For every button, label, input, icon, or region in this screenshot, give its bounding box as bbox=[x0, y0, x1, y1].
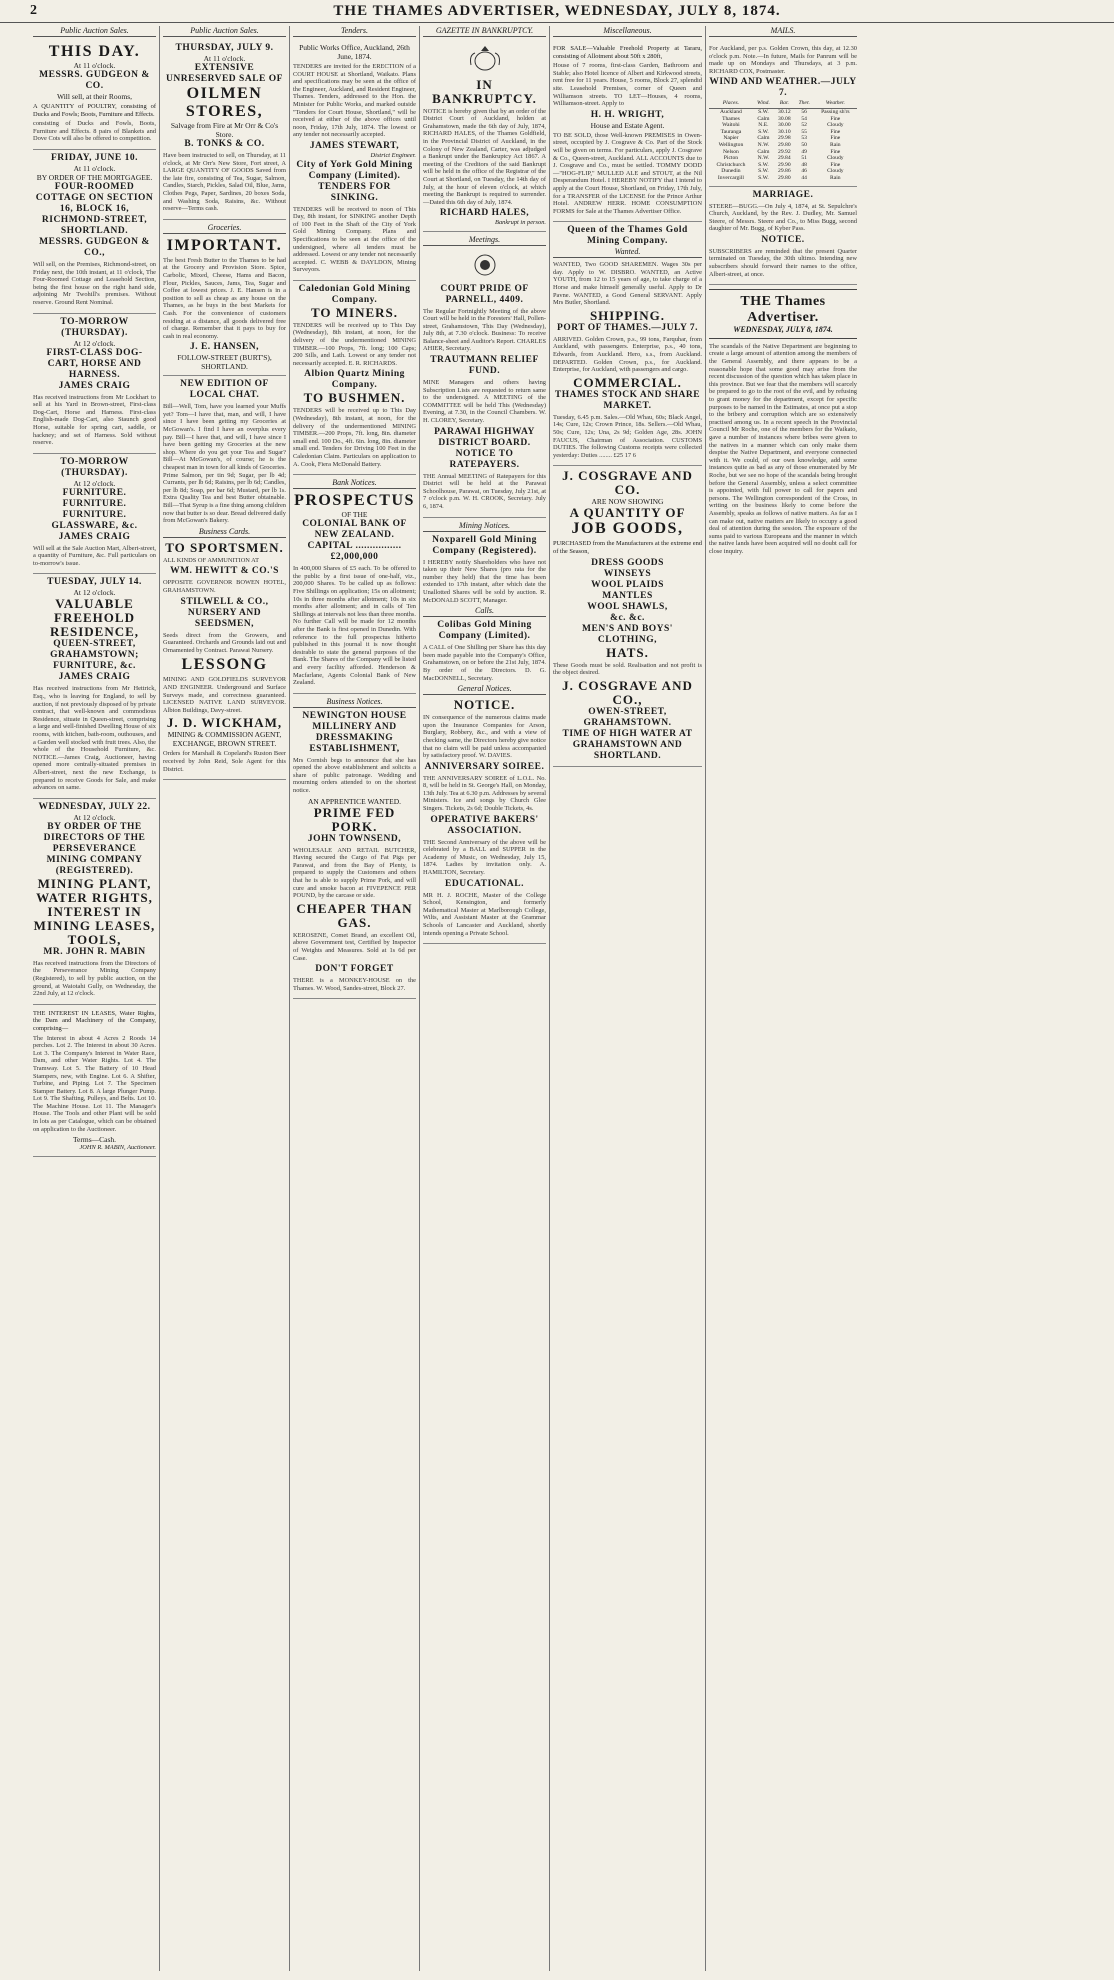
ad-title: FIRST-CLASS DOG-CART, HORSE AND HARNESS. bbox=[46, 347, 143, 380]
weather-cell: Nelson bbox=[723, 148, 739, 155]
ad-body: PURCHASED from the Manufacturers at the extreme end of the Season, bbox=[553, 540, 702, 555]
weather-cell: S.W. bbox=[758, 128, 769, 135]
editorial-body: The scandals of the Native Department are beginning to create a large amount of attention among the members of the General Assembly, and there appears to be a reasonable hope that some good may arise from the recent discussion of the question which has taken place in this province. But we fear that the members will scarcely be prepared to go to the root of the evil, and by refusing to grant money for the department, except for specific purposes to be named in the Estimates, at once put a stop to the bribery and corruption which are so extensively practised among us. In a recent speech in the Provincial Council Mr Roche, one of the members for the Waikato, gave a number of instances where bribes were given to the natives in a manner which can only make them despise the Native Department, and everyone connected with it. We could, of our own knowledge, add some instances quite as bad as any of those enumerated by Mr Roche, but we see no hope of the scandals being brought before the General Assembly, unless a select committee is appointed, with full power to call for papers and persons. The Wellington correspondent of the Cross, in writing on the business likely to come before the Assembly, speaks as follows of native matters. As far as I can make out, native matters are likely to occupy a good deal of attention during the session. The exposure of the sums paid to various Europeans and the manner in which the native lands have been acquired will no doubt call for close inquiry. bbox=[709, 342, 857, 555]
ad-heading: NOTICE. bbox=[453, 697, 516, 713]
ad-heading: TO SPORTSMEN. bbox=[165, 539, 284, 555]
weather-row bbox=[709, 168, 857, 175]
merchant-name: LESSONG bbox=[181, 656, 268, 674]
ad-heading: PRIME FED PORK. bbox=[313, 804, 396, 834]
ad-this-day: THIS DAY. At 11 o'clock. MESSRS. GUDGEON & CO. Will sell, at their Rooms, A QUANTITY of POULTRY, consisting of Ducks and Fowls; Boots, Furniture and Effects. consisting of Ducks and Fowls, Boots, Furniture and Effects. 8 pairs of Blankets and Dove Cots will also be offered to competition. bbox=[33, 40, 156, 150]
weather-cell: 30.00 bbox=[778, 122, 791, 129]
weather-cell: 29.98 bbox=[778, 135, 791, 142]
ad-interest-leases: THE INTEREST IN LEASES, Water Rights, the Dam and Machinery of the Company, comprising— The Interest in about 4 Acres 2 Roods 14 perches. Lot 2. The Interest in about 30 Acres. Lot 3. The Company's Interest in Water Race, Dam, and other Water Rights. Lot 4. The Tramway. Lot 5. The Battery of 10 Head Stampers, new, with Engine. Lot 6. A Shifter, Turbine, and Piping. Lot 7. The Specimen Stamper Battery. Lot 8. A large Plunger Pump. Lot 9. The Shafting, Pulleys, and Belts. Lot 10. The Machine House. Lot 11. The Manager's House. The Tools and other Plant will be sold in lots as per Catalogue, which can be obtained on application to the Auctioneer. Terms—Cash. JOHN R. MABIN, Auctioneer. bbox=[33, 1005, 156, 1157]
goods-item: MANTLES bbox=[602, 590, 653, 601]
ad-heading: TO-MORROW (THURSDAY). bbox=[60, 456, 129, 478]
signature: JOHN R. MABIN, Auctioneer. bbox=[79, 1144, 156, 1152]
page-title: THE THAMES ADVERTISER, WEDNESDAY, JULY 8, 1874. bbox=[333, 3, 781, 19]
ad-subtitle: MINING PLANT, WATER RIGHTS, INTEREST IN MINING LEASES, TOOLS, bbox=[33, 875, 156, 947]
weather-cell: Cloudy bbox=[827, 168, 844, 175]
goods-item: HATS. bbox=[606, 644, 649, 660]
auctioneer-name: JAMES CRAIG bbox=[58, 672, 131, 683]
agent-name: H. H. WRIGHT, bbox=[590, 109, 665, 120]
column-4 bbox=[420, 26, 550, 1971]
column-header: Miscellaneous. bbox=[553, 26, 702, 37]
company-name: Colibas Gold Mining Company (Limited). bbox=[437, 620, 532, 642]
merchant-name: J. D. WICKHAM, bbox=[166, 715, 283, 731]
newspaper-title: THE Thames Advertiser. bbox=[740, 294, 826, 326]
signature: RICHARD HALES, bbox=[439, 208, 530, 219]
section-header: Business Notices. bbox=[293, 697, 416, 708]
section-header: Calls. bbox=[423, 606, 546, 617]
section-header: COMMERCIAL. bbox=[573, 374, 682, 390]
weather-cell: 44 bbox=[801, 174, 807, 181]
ad-colonial-bank: Bank Notices. PROSPECTUS OF THE COLONIAL BANK OF NEW ZEALAND. CAPITAL ................ £2,000,000 In 400,000 Shares of £5 each. To be offered to the public by a first issue of one-half, viz., 200,000 Shares. To be called up as follows: Five Shillings on application; 15s on allotment; 10s in three months after allotment; 10s in six months after allotment; and in calls of Ten Shillings at intervals not less than three months. No further Call will be made for 12 months after the Bank is first opened in Dunedin. With reference to the full prospectus hitherto published in this journal it is now thought desirable to state the general purposes of the Bank. The Shares of the Company will be listed and every facility afforded. Henderson & Macfarlane, Agents Colonial Bank of New Zealand. bbox=[293, 475, 416, 694]
ad-meetings: Meetings. COURT PRIDE OF PARNELL, 4409. The Regular Fortnightly Meeting of the above Court will be held in the Foresters' Hall, Pollen-street, Grahamstown, This Day (Wednesday), July 8th, at 7.30 o'clock. Business: To receive Balance-sheet and Auditor's Report. CHARLES AHIER, Secretary. TRAUTMANN RELIEF FUND. MINE Managers and others having Subscription Lists are requested to return same to the undersigned. A MEETING of the COMMITTEE will be held This (Wednesday) Evening, at 7.30, in the Council Chambers. W. H. CLOREY, Secretary. PARAWAI HIGHWAY DISTRICT BOARD. NOTICE TO RATEPAYERS. THE Annual MEETING of Ratepayers for this District will be held at the Parawai Schoolhouse, Parawai, on Tuesday, July 21st, at 7 o'clock p.m. W. H. CROOK, Secretary. July 6, 1874. bbox=[423, 232, 546, 518]
weather-cell: Cloudy bbox=[827, 155, 844, 162]
merchant-name: WM. HEWITT & CO.'S bbox=[170, 566, 279, 577]
weather-cell: 56 bbox=[801, 108, 807, 115]
ad-title: VALUABLE FREEHOLD RESIDENCE, bbox=[49, 596, 140, 640]
ad-heading: THIS DAY. bbox=[48, 43, 141, 60]
weather-cell: Invercargill bbox=[717, 174, 744, 181]
column-header: Wind. bbox=[753, 99, 774, 108]
weather-cell: Fine bbox=[830, 135, 841, 142]
weather-cell: 29.84 bbox=[778, 155, 791, 162]
ad-heading: TRAUTMANN RELIEF FUND. bbox=[430, 355, 539, 377]
weather-cell: Rain bbox=[830, 141, 841, 148]
weather-cell: 29.80 bbox=[778, 141, 791, 148]
weather-cell: Tauranga bbox=[720, 128, 742, 135]
ad-time: At 12 o'clock. bbox=[73, 812, 116, 822]
ad-heading: TO-MORROW (THURSDAY). bbox=[60, 316, 129, 338]
section-header: SHIPPING. bbox=[589, 307, 666, 323]
merchant-name: JOHN TOWNSEND, bbox=[307, 833, 402, 844]
ad-heading: TENDERS FOR SINKING. bbox=[318, 181, 391, 203]
mails-weather: For Auckland, per p.s. Golden Crown, this day, at 12.30 o'clock p.m. Note.—In future, Mails for Panrum will be made up on Mondays and Thursdays, at 3 p.m. RICHARD COX, Postmaster. WIND AND WEATHER.—JULY 7. Places. Wind. Bar. Ther. Weather. Auckland S.W. 30.12 56 Passing sh'rs Thames Calm 30.08 54 Fine Waitohi N.E. 30.00 52 Cloudy Tauranga S.W. 30.10 55 Fine Napier Calm 29.98 53 Fine Wellington N.W. 29.80 50 Rain Nelson Calm 29.92 49 Fine Picton N.W. 29.84 51 Cloudy Christchurch S.W. 29.90 48 Fine Dunedin S.W. 29.86 46 Cloudy Invercargill S.W. 29.80 44 Rain bbox=[709, 40, 857, 187]
auctioneer-name: MESSRS. GUDGEON & CO., bbox=[39, 236, 150, 258]
column-2 bbox=[160, 26, 290, 1971]
weather-cell: 30.12 bbox=[778, 108, 791, 115]
section-header: MARRIAGE. bbox=[752, 189, 814, 200]
signature-title: District Engineer. bbox=[370, 151, 416, 159]
ad-heading: ANNIVERSARY SOIREE. bbox=[424, 761, 545, 772]
column-header: Public Auction Sales. bbox=[163, 26, 286, 37]
goods-item: WOOL PLAIDS bbox=[591, 579, 664, 590]
weather-cell: 46 bbox=[801, 168, 807, 175]
weather-row bbox=[709, 108, 857, 115]
weather-cell: 30.10 bbox=[778, 128, 791, 135]
weather-cell: Fine bbox=[830, 128, 841, 135]
weather-table bbox=[709, 99, 857, 181]
ad-heading: PARAWAI HIGHWAY DISTRICT BOARD. bbox=[434, 426, 535, 448]
ad-time: At 12 o'clock. bbox=[73, 478, 116, 488]
column-header: Bar. bbox=[774, 99, 795, 108]
weather-row bbox=[709, 149, 857, 156]
weather-cell: Napier bbox=[723, 135, 739, 142]
section-header: Wanted. bbox=[553, 247, 702, 258]
weather-cell: Calm bbox=[757, 135, 770, 142]
ad-subheading: NOTICE TO RATEPAYERS. bbox=[449, 448, 520, 470]
merchant-address: FOLLOW-STREET (BURT'S), SHORTLAND. bbox=[177, 353, 272, 372]
masthead bbox=[0, 0, 1114, 23]
ad-heading: TO MINERS. bbox=[310, 304, 399, 320]
column-header: Weather. bbox=[814, 99, 857, 108]
shop-trade: MILLINERY AND DRESSMAKING ESTABLISHMENT, bbox=[309, 721, 400, 754]
ad-heading: AN APPRENTICE WANTED. bbox=[308, 796, 401, 806]
weather-cell: 29.86 bbox=[778, 168, 791, 175]
ad-heading: CHEAPER THAN GAS. bbox=[296, 900, 413, 930]
ad-oilmen-stores: THURSDAY, JULY 9. At 11 o'clock. EXTENSIVE UNRESERVED SALE OF OILMEN STORES, Salvage from Fire at Mr Orr & Co's Store. B. TONKS & CO. Have been instructed to sell, on Thursday, at 11 o'clock, at Mr Orr's New Store, Fort street, A LARGE QUANTITY OF GOODS Saved from the late fire, consisting of Tea, Sugar, Salmon, Candles, Starch, Pickles, Salad Oil, Blue, Jams, Clothes Pegs, Paper, Sardines, 20 boxes Soda, and Washing Soda, Raisins, &c. Without reserve—Terms cash. bbox=[163, 40, 286, 220]
ad-subline: OF THE bbox=[341, 510, 368, 520]
weather-cell: N.W. bbox=[757, 141, 770, 148]
ad-title: NEW EDITION OF LOCAL CHAT. bbox=[180, 379, 269, 401]
emblem-icon bbox=[465, 251, 505, 279]
ad-bankruptcy: IN BANKRUPTCY. NOTICE is hereby given that by an order of the District Court of Auckland, holden at Grahamstown, made the 6th day of July, 1874, RICHARD HALES, of the Thames Goldfield, in the Provincial District of Auckland, in the Colony of New Zealand, Carter, was adjudged a Bankrupt under the Bankruptcy Act 1867. A meeting of the Creditors of the said Bankrupt will be held in the office of the Registrar of the Court at Shortland, on Tuesday, the 14th day of July, at the hour of eleven o'clock, at which meeting the Bankrupt is required to surrender.—Dated this 6th day of July, 1874. RICHARD HALES, Bankrupt in person. bbox=[423, 40, 546, 232]
ad-heading: TUESDAY, JULY 14. bbox=[47, 577, 142, 588]
ad-subtitle: QUEEN-STREET, GRAHAMSTOWN; FURNITURE, &c. bbox=[50, 639, 139, 672]
column-3 bbox=[290, 26, 420, 1971]
ad-mining-notices: Mining Notices. Noxparell Gold Mining Company (Registered). I HEREBY notify Shareholders who have not taken up their New Shares (pro rata for the number they held) that the time has been extended to 17th instant, after which date the Unallotted Shares will be sold by auction. R. McDONALD SCOTT, Manager. Calls. Colibas Gold Mining Company (Limited). A CALL of One Shilling per Share has this day been made payable into the Company's Office, Grahamstown, on or before the 21st July, 1874. By order of the Directors. D. G. MacDONNELL, Secretary. General Notices. NOTICE. IN consequence of the numerous claims made upon the Insurance Companies for Arson, Burglary, Robbery, &c., and with a view of checking same, the Directors hereby give notice that no claim will be paid unless accompanied by satisfactory proof. W. DAVIES. ANNIVERSARY SOIREE. THE ANNIVERSARY SOIREE of L.O.L. No. 8, will be held in St. George's Hall, on Monday, 13th July. Tea at 6.30 p.m. Addresses by several Ministers. Ice and songs by Church Glee Singers. Tickets, 2s 6d; Double Tickets, 4s. OPERATIVE BAKERS' ASSOCIATION. THE Second Anniversary of the above will be celebrated by a BALL and SUPPER in the Academy of Music, on Wednesday, July 15, 1874. Ladies by invitation only. A. HAMILTON, Secretary. EDUCATIONAL. MR H. J. ROCHE, Master of the College School, Kensington, and formerly Mathematical Master at Marlborough College, Wilts, and Assistant Master at the Grammar Schools of Lancaster and Auckland, shortly intends opening a Private School. bbox=[423, 518, 546, 945]
weather-cell: 48 bbox=[801, 161, 807, 168]
ad-title: FURNITURE. FURNITURE. FURNITURE. GLASSWARE, &c. bbox=[51, 487, 138, 531]
weather-cell: Picton bbox=[723, 155, 739, 162]
ad-title: IMPORTANT. bbox=[166, 236, 283, 254]
ad-heading: THURSDAY, JULY 9. bbox=[175, 43, 274, 53]
auctioneer-name: B. TONKS & CO. bbox=[184, 139, 265, 149]
weather-cell: Fine bbox=[830, 115, 841, 122]
column-header: Tenders. bbox=[293, 26, 416, 37]
weather-cell: 54 bbox=[801, 115, 807, 122]
merchant-name: J. COSGRAVE AND CO. bbox=[562, 468, 693, 498]
weather-cell: 29.92 bbox=[778, 148, 791, 155]
weather-row bbox=[709, 162, 857, 169]
ad-heading: WEDNESDAY, JULY 22. bbox=[38, 801, 151, 812]
weather-cell: S.W. bbox=[758, 161, 769, 168]
royal-crest-icon bbox=[465, 45, 505, 73]
weather-row bbox=[709, 142, 857, 149]
ad-heading: PORT OF THAMES.—JULY 7. bbox=[557, 322, 698, 333]
ad-body: FOR SALE—Valuable Freehold Property at Tararu, consisting of Allotment about 50ft x 280ft, bbox=[553, 45, 702, 60]
section-header: NOTICE. bbox=[761, 234, 805, 245]
merchant-name: STILWELL & CO., NURSERY AND SEEDSMEN, bbox=[180, 596, 269, 629]
weather-cell: Christchurch bbox=[716, 161, 746, 168]
weather-cell: N.E. bbox=[758, 122, 769, 129]
weather-cell: 49 bbox=[801, 148, 807, 155]
ad-body: A QUANTITY of POULTRY, consisting of Ducks and Fowls; Boots, Furniture and Effects. bbox=[33, 103, 156, 118]
auctioneer-name: MR. JOHN R. MABIN bbox=[43, 946, 146, 957]
column-6 bbox=[706, 26, 860, 1971]
weather-cell: 29.80 bbox=[778, 174, 791, 181]
ad-heading: DON'T FORGET bbox=[315, 964, 394, 975]
ad-time: At 11 o'clock. bbox=[73, 163, 116, 173]
page-number: 2 bbox=[30, 3, 37, 18]
ad-time: At 11 o'clock. bbox=[203, 54, 246, 63]
signature-title: Bankrupt in person. bbox=[495, 219, 546, 227]
ad-subtitle: Salvage from Fire at Mr Orr & Co's Store. bbox=[170, 121, 279, 139]
weather-row bbox=[709, 129, 857, 136]
weather-heading: WIND AND WEATHER.—JULY 7. bbox=[709, 77, 857, 99]
weather-cell: Fine bbox=[830, 148, 841, 155]
weather-cell: 29.90 bbox=[778, 161, 791, 168]
ad-friday-june: FRIDAY, JUNE 10. At 11 o'clock. BY ORDER OF THE MORTGAGEE. FOUR-ROOMED COTTAGE ON SECTION 16, BLOCK 16, RICHMOND-STREET, SHORTLAND. MESSRS. GUDGEON & CO., Will sell, on the Premises, Richmond-street, on Friday next, the 10th instant, at 11 o'clock, The Four-Roomed Cottage and Leasehold Section, being the first house on the right hand side, adjoining Mr Twohill's premises. Without reserve. Ground Rent Nominal. bbox=[33, 150, 156, 314]
section-header: Business Cards. bbox=[163, 527, 286, 538]
ad-queen-wanted-shipping: Queen of the Thames Gold Mining Company. Wanted. WANTED, Two GOOD SHAREMEN. Wages 30s per day. Apply to W. DISBRO. WANTED, an Active YOUTH, from 12 to 15 years of age, to take charge of a Horse and make himself generally useful. Apply to Dr Pavne. WANTED, a Good General SERVANT. Apply Mrs Butler, Shortland. SHIPPING. PORT OF THAMES.—JULY 7. ARRIVED. Golden Crown, p.s., 99 tons, Farquhar, from Auckland, with passengers. Enterprise, p.s., 40 tons, Edwards, from Auckland. Hero, s.s., from Auckland. DEPARTED. Golden Crown, p.s., for Auckland. Enterprise, for Auckland, with passengers and cargo. COMMERCIAL. THAMES STOCK AND SHARE MARKET. Tuesday, 6.45 p.m. Sales.—Old Whau, 60s; Black Angel, 14s; Cure, 12s; Crown Prince, 18s. Sellers.—Old Whau, 50s; Cure, 12s; Una, 2s 9d; Golden Age, 28s. JOHN FAUCUS, Chairman of Association. CUSTOMS DUTIES. The following Customs receipts were collected yesterday: Duties ........ £25 17 6 bbox=[553, 222, 702, 466]
weather-cell: S.W. bbox=[758, 168, 769, 175]
ad-cosgrave: J. COSGRAVE AND CO. ARE NOW SHOWING A QUANTITY OF JOB GOODS, PURCHASED from the Manufacturers at the extreme end of the Season, DRESS GOODS WINSEYS WOOL PLAIDS MANTLES WOOL SHAWLS, &c. &c. MEN'S AND BOYS' CLOTHING, HATS. These Goods must be sold. Realisation and not profit is the object desired. J. COSGRAVE AND CO., OWEN-STREET, GRAHAMSTOWN. TIME OF HIGH WATER AT GRAHAMSTOWN AND SHORTLAND. bbox=[553, 466, 702, 766]
shop-name: NEWINGTON HOUSE bbox=[302, 710, 407, 721]
ad-heading: A QUANTITY OF bbox=[569, 505, 686, 521]
weather-cell: Cloudy bbox=[827, 122, 844, 129]
column-header: Places. bbox=[709, 99, 753, 108]
ad-time: At 12 o'clock. bbox=[73, 338, 116, 348]
ad-title: BY ORDER OF THE DIRECTORS OF THE PERSEVERANCE MINING COMPANY (REGISTERED). bbox=[43, 821, 146, 876]
terms: Terms—Cash. bbox=[72, 1135, 116, 1145]
weather-cell: 53 bbox=[801, 135, 807, 142]
goods-item: DRESS GOODS bbox=[591, 557, 664, 568]
weather-cell: Auckland bbox=[720, 108, 742, 115]
company-name: Queen of the Thames Gold Mining Company. bbox=[567, 225, 688, 247]
column-header: Ther. bbox=[795, 99, 814, 108]
ad-groceries: Groceries. IMPORTANT. The best Fresh Butter to the Thames to be had at the Grocery and Provision Store. Spice, Carbolic, Mixed, Cheese, Hams and Bacon, Flour, Pickles, Sauces, Jams, Tea, Sugar and Coffee at lowest prices. J. E. Hansen is in a position to sell as cheap as any house on the Thames, as he buys in the best Markets for Cash. For the convenience of customers residing at a distance, all goods delivered free of charge. Remember that it pays to buy for cash in real economy. J. E. HANSEN, FOLLOW-STREET (BURT'S), SHORTLAND. bbox=[163, 220, 286, 377]
ad-subline: EXTENSIVE UNRESERVED SALE OF bbox=[166, 63, 283, 84]
signature: JAMES STEWART, bbox=[309, 140, 400, 151]
weather-cell: 50 bbox=[801, 141, 807, 148]
merchant-address: EXCHANGE, BROWN STREET. bbox=[172, 739, 277, 749]
weather-cell: Rain bbox=[830, 174, 841, 181]
goods-item: MEN'S AND BOYS' CLOTHING, bbox=[582, 623, 673, 645]
ad-caledonian: Caledonian Gold Mining Company. TO MINERS. TENDERS will be received up to This Day (Wednesday), 8th instant, at noon, for the delivery of the undermentioned MINING TIMBER.—100 Props, 7ft. long; 100 Caps; 200 Sills, and Lath. Lowest or any tender not necessarily accepted. E. R. RICHARDS. Albion Quartz Mining Company. TO BUSHMEN. TENDERS will be received up to This Day (Wednesday), 8th instant, at noon, for the delivery of the undermentioned MINING TIMBER.—200 Props, 7ft. long, 8in. diameter small end. 100 Do., 4ft. 6in. long, 8in. diameter small end. Tenders for Driving 100 Feet in the Caledonian Claim. Particulars on application to A. Cook, Fiera McDonald Battery. bbox=[293, 281, 416, 475]
capital-line: CAPITAL ................ £2,000,000 bbox=[307, 541, 402, 563]
ad-for-sale: FOR SALE—Valuable Freehold Property at Tararu, consisting of Allotment about 50ft x 280ft, House of 7 rooms, first-class Garden, Bathroom and Stable; also Hotel licence of Albert and Kirkwood streets, rent free for 11 years. House, 5 rooms, Block 27, splendid site. Leasehold Premises, corner of Queen and Williamson streets. TO LET—Houses, 4 rooms, Williamson-street. Apply to H. H. WRIGHT, House and Estate Agent. TO BE SOLD, those Well-known PREMISES in Owen-street, occupied by J. Cosgrave & Co. Part of the Stock will be given on terms. For particulars, apply J. Cosgrave & Co., Queen-street, Auckland. ALL ACCOUNTS due to J. Cosgrave and Co., must be settled. TOMMY DODD—"HOG-FLIP," MULLED ALE and STOUT, at the Nil Desperandum Hotel. I HEREBY NOTIFY that I intend to apply at the Court House, Shortland, on Friday, 17th July, for a TRANSFER of the LICENSE for the Prince Arthur Hotel. ANDREW HERR. HOME CONSUMPTION FORMS for Sale at the Thames Advertiser Office. bbox=[553, 40, 702, 222]
weather-cell: Calm bbox=[757, 148, 770, 155]
ad-heading: EDUCATIONAL. bbox=[445, 878, 524, 889]
ad-heading: FRIDAY, JUNE 10. bbox=[50, 152, 138, 163]
ad-furniture: TO-MORROW (THURSDAY). At 12 o'clock. FURNITURE. FURNITURE. FURNITURE. GLASSWARE, &c. JAMES CRAIG Will sell at the Sale Auction Mart, Albert-street, a quantity of Furniture, &c. Full particulars on to-morrow's issue. bbox=[33, 454, 156, 575]
ad-freehold: TUESDAY, JULY 14. At 12 o'clock. VALUABLE FREEHOLD RESIDENCE, QUEEN-STREET, GRAHAMSTOWN; FURNITURE, &c. JAMES CRAIG Has received instructions from Mr Hettrick, Esq., who is leaving for England, to sell by auction, if not previously disposed of by private contract, that well-known and commodious Residence, situate in Queen-street, comprising a large and well-finished Dwelling House of six rooms, with kitchen, bath-room, outhouses, and a Garden well stocked with fruit trees. Also, the whole of the Household Furniture, &c. NOTICE.—James Craig, Auctioneer, having opened more centrally-situated premises in Albert-street, next the new Exchange, is prepared to receive Goods for Sale, and make advances on same. bbox=[33, 574, 156, 798]
ad-time: At 12 o'clock. bbox=[73, 588, 116, 598]
high-water-heading: TIME OF HIGH WATER AT GRAHAMSTOWN AND SHORTLAND. bbox=[562, 728, 693, 761]
ad-heading: THAMES STOCK AND SHARE MARKET. bbox=[554, 389, 701, 411]
auctioneer-name: JAMES CRAIG bbox=[58, 531, 131, 542]
editorial-date: WEDNESDAY, JULY 8, 1874. bbox=[733, 325, 833, 335]
weather-cell: 51 bbox=[801, 155, 807, 162]
ad-public-works: Public Works Office, Auckland, 26th June, 1874. TENDERS are invited for the ERECTION of a COURT HOUSE at Shortland, Waikato. Plans and specifications may be seen at the office of the Engineer, Auckland, and Resident Engineer, Thames. Tenders, addressed to the Hon. the Minister for Public Works, and marked outside "Tenders for Court House, Shortland," will be received at either of the above offices until noon, Friday, 17th July, 1874. The lowest or any tender not necessarily accepted. JAMES STEWART, District Engineer. City of York Gold Mining Company (Limited). TENDERS FOR SINKING. TENDERS will be received to noon of This Day, 8th instant, for SINKING another Depth of 100 Feet in the Shaft of the City of York Gold Mining Company. Plans and Specifications to be seen at the office of the undersigned, where all tenders must be addressed. Lowest or any tender not necessarily accepted. C. WEBB & DAYLDON, Mining Surveyors. bbox=[293, 40, 416, 281]
section-header: Groceries. bbox=[163, 223, 286, 234]
weather-row bbox=[709, 175, 857, 182]
weather-row bbox=[709, 122, 857, 129]
column-5 bbox=[550, 26, 706, 1971]
weather-cell: 52 bbox=[801, 122, 807, 129]
merchant-name: J. COSGRAVE AND CO., bbox=[562, 677, 693, 707]
column-header: MAILS. bbox=[709, 26, 857, 37]
ad-marriage: MARRIAGE. STEERE—BUGG.—On July 4, 1874, at St. Sepulchre's Church, Auckland, by the Rev. J. Dudley, Mr. Samuel Steere, of Messrs. Steere and Co., to Miss Bugg, second daughter of Mr. Bugg, of Kyber Pass. NOTICE. SUBSCRIBERS are reminded that the present Quarter terminated on Tuesday, the 30th ultimo. Intending new subscribers should forward their names to the office, Albert-street, at once. bbox=[709, 187, 857, 286]
goods-item: WINSEYS bbox=[603, 568, 652, 579]
merchant-trade: MINING & COMMISSION AGENT, bbox=[167, 730, 282, 740]
weather-cell: Calm bbox=[757, 115, 770, 122]
weather-cell: N.W. bbox=[757, 155, 770, 162]
auctioneer-name: MESSRS. GUDGEON & CO. bbox=[39, 70, 150, 91]
goods-item: WOOL SHAWLS, bbox=[587, 601, 668, 612]
ad-heading: IN BANKRUPTCY. bbox=[432, 76, 537, 106]
section-header: Meetings. bbox=[423, 235, 546, 246]
weather-row bbox=[709, 155, 857, 162]
weather-cell: 55 bbox=[801, 128, 807, 135]
section-header: Mining Notices. bbox=[423, 521, 546, 532]
ad-business-notices: Business Notices. NEWINGTON HOUSE MILLINERY AND DRESSMAKING ESTABLISHMENT, Mrs Cornish begs to announce that she has opened the above establishment and solicits a share of public patronage. Wedding and mourning orders attended to on the shortest notice. AN APPRENTICE WANTED. PRIME FED PORK. JOHN TOWNSEND, WHOLESALE AND RETAIL BUTCHER, Having secured the Cargo of Fat Pigs per Parawai, and from the Bay of Plenty, is prepared to supply the Customers and others that he is able to supply Prime Pork, and will cure and smoke bacon at FIVEPENCE PER POUND, by the carcase or side. CHEAPER THAN GAS. KEROSENE, Comet Brand, an excellent Oil, above Government test, Certified by Inspector of Weights and Measures. Sold at 1s 6d per Case. DON'T FORGET THERE is a MONKEY-HOUSE on the Thames. W. Wood, Sandes-street, Block 27. bbox=[293, 694, 416, 1000]
weather-cell: S.W. bbox=[758, 174, 769, 181]
ad-dog-cart: TO-MORROW (THURSDAY). At 12 o'clock. FIRST-CLASS DOG-CART, HORSE AND HARNESS. JAMES CRAIG Has received instructions from Mr Lockhart to sell at his Yard in Brown-street, First-class Dog-Cart, Horse and Harness. First-class English-made Dog-Cart, also Staunch good Horse, suitable for spring cart, saddle, or hackney; and set of Harness. Sold without reserve. bbox=[33, 314, 156, 454]
ad-subline: BY ORDER OF THE MORTGAGEE. bbox=[36, 172, 153, 182]
weather-row bbox=[709, 135, 857, 142]
merchant-name: J. E. HANSEN, bbox=[189, 342, 260, 353]
company-name: Albion Quartz Mining Company. bbox=[304, 369, 405, 391]
company-name: City of York Gold Mining Company (Limited). bbox=[296, 159, 413, 181]
ad-perseverance: WEDNESDAY, JULY 22. At 12 o'clock. BY ORDER OF THE DIRECTORS OF THE PERSEVERANCE MINING COMPANY (REGISTERED). MINING PLANT, WATER RIGHTS, INTEREST IN MINING LEASES, TOOLS, MR. JOHN R. MABIN Has received instructions from the Directors of the Perseverance Mining Company (Registered), to sell by public auction, on the ground, at Waiotahi Gully, on Wednesday, the 22nd July, at 12 o'clock. bbox=[33, 799, 156, 1005]
weather-cell: Fine bbox=[830, 161, 841, 168]
ad-heading: TO BUSHMEN. bbox=[303, 390, 406, 406]
ad-local-chat: NEW EDITION OF LOCAL CHAT. Bill—Well, Tom, have you learned your Muffs yet? Tom—I have that, man, and will, I have since I have been getting my Groceries at McGowan's. I find I have an overplus every pay. Bill—I have that, and will, I have since I have been getting my Groceries at the new shop. Where do you get your Tea and Sugar? Bill—At McGowan's, of course; he is the cheapest man in town for all kinds of Groceries. Prime Salmon, per tin 9d; Sugar, per lb 4d; Currants, per lb 6d; Raisins, per lb 6d; Candles, per lb 8d; Soap, per bar 6d; Mustard, per lb 1s. Extra Quality Tea and best Butter obtainable. Bill—That Syrup is a fine thing among children now that butter is so dear. Bread delivered daily from McGowan's Bakery. Business Cards. TO SPORTSMEN. ALL KINDS OF AMMUNITION AT WM. HEWITT & CO.'S OPPOSITE GOVERNOR BOWEN HOTEL, GRAHAMSTOWN. STILWELL & CO., NURSERY AND SEEDSMEN, Seeds direct from the Growers, and Guaranteed. Orchards and Grounds laid out and Ornamented by Contract. Parawai Nursery. LESSONG MINING AND GOLDFIELDS SURVEYOR AND ENGINEER. Underground and Surface Surveys made, and correctness guaranteed. LICENSED NATIVE LAND SURVEYOR. Albion Buildings, Davy-street. J. D. WICKHAM, MINING & COMMISSION AGENT, EXCHANGE, BROWN STREET. Orders for Marshall & Copeland's Ruston Beer received by John Reid, Sole Agent for this District. bbox=[163, 376, 286, 780]
weather-cell: Waitohi bbox=[722, 122, 740, 129]
weather-cell: Thames bbox=[722, 115, 740, 122]
ad-dateline: Public Works Office, Auckland, 26th June, 1874. bbox=[299, 43, 410, 61]
editorial-masthead bbox=[709, 289, 857, 339]
ad-heading: OPERATIVE BAKERS' ASSOCIATION. bbox=[430, 814, 539, 836]
column-header: GAZETTE IN BANKRUPTCY. bbox=[423, 26, 546, 37]
company-name: Noxparell Gold Mining Company (Registered). bbox=[432, 534, 537, 556]
section-header: Bank Notices. bbox=[293, 478, 416, 489]
ad-subline: ARE NOW SHOWING bbox=[591, 497, 664, 507]
column-header: Public Auction Sales. bbox=[33, 26, 156, 37]
auctioneer-name: JAMES CRAIG bbox=[58, 380, 131, 391]
weather-cell: Passing sh'rs bbox=[821, 108, 850, 115]
weather-cell: Dunedin bbox=[721, 168, 741, 175]
weather-cell: 30.08 bbox=[778, 115, 791, 122]
weather-row bbox=[709, 116, 857, 123]
goods-item: &c. &c. bbox=[610, 612, 645, 623]
ad-heading: PROSPECTUS bbox=[294, 492, 415, 510]
ad-title: FOUR-ROOMED COTTAGE ON SECTION 16, BLOCK 16, RICHMOND-STREET, SHORTLAND. bbox=[35, 181, 154, 236]
merchant-address: OWEN-STREET, GRAHAMSTOWN. bbox=[583, 706, 672, 728]
ad-heading: COURT PRIDE OF PARNELL, 4409. bbox=[440, 283, 529, 305]
ad-time: At 11 o'clock. bbox=[73, 61, 116, 70]
ad-title: JOB GOODS, bbox=[571, 520, 684, 538]
weather-cell: S.W. bbox=[758, 108, 769, 115]
company-name: Caledonian Gold Mining Company. bbox=[298, 283, 411, 305]
column-1 bbox=[30, 26, 160, 1971]
section-header: General Notices. bbox=[423, 684, 546, 695]
agent-title: House and Estate Agent. bbox=[590, 120, 665, 130]
weather-cell: Wellington bbox=[718, 141, 744, 148]
ad-body: THE INTEREST IN LEASES, Water Rights, the Dam and Machinery of the Company, comprising— bbox=[33, 1009, 156, 1032]
bank-name: COLONIAL BANK OF NEW ZEALAND. bbox=[302, 519, 407, 541]
ad-subline: Will sell, at their Rooms, bbox=[56, 92, 133, 101]
ad-title: OILMEN STORES, bbox=[185, 85, 264, 120]
